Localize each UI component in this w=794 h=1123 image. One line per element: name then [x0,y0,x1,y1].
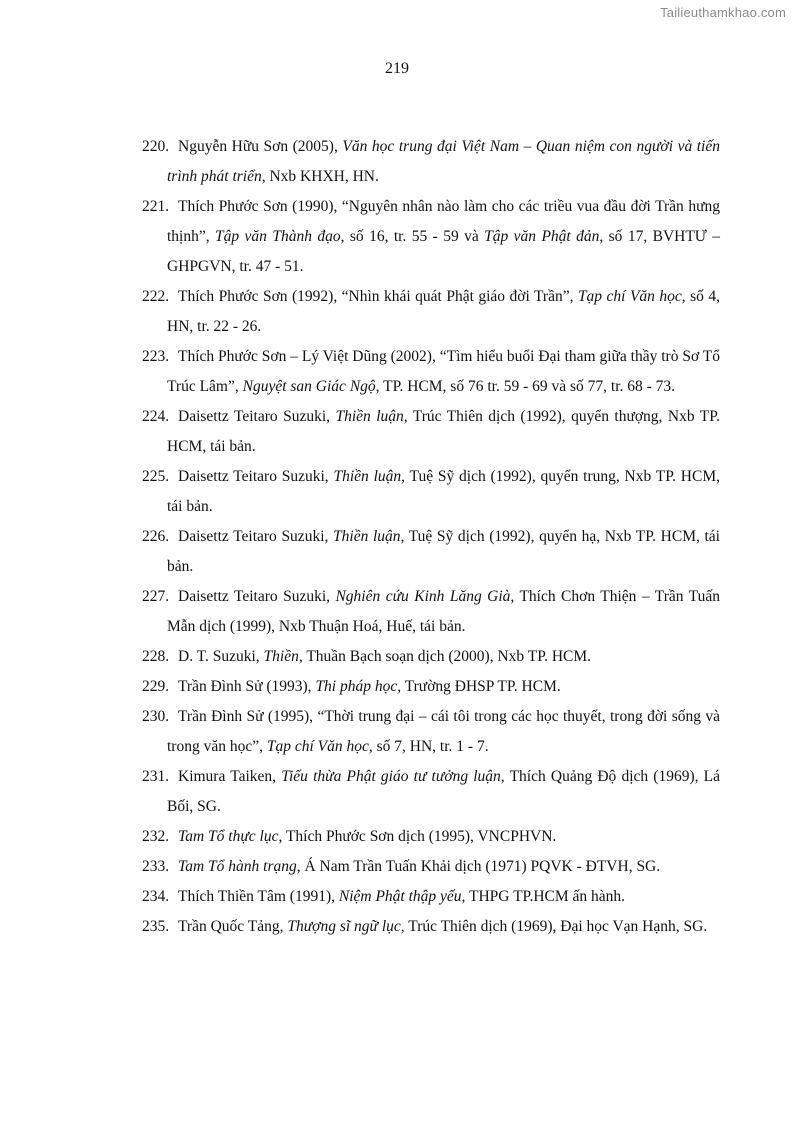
reference-run: Thích Phước Sơn (1992), “Nhìn khái quát Phật giáo đời Trần”, [178,288,578,305]
reference-number: 232. [142,828,170,845]
reference-item [142,702,720,762]
reference-item [142,462,720,522]
reference-text [167,408,720,455]
reference-number: 222. [142,288,170,305]
reference-number: 230. [142,708,170,725]
reference-number: 229. [142,678,170,695]
reference-text [167,528,720,575]
reference-run: Daisettz Teitaro Suzuki, [178,468,334,485]
reference-run: Daisettz Teitaro Suzuki, [178,408,336,425]
reference-run: Thích Phước Sơn (1990), “Nguyên nhân nào làm cho các triều vua đầu đời Trần hưng thịnh”, [167,198,720,245]
reference-text [167,198,720,275]
reference-run: TP. HCM, số 76 tr. 59 - 69 và số 77, tr. 68 - 73. [379,378,676,395]
watermark: Tailieuthamkhao.com [660,5,786,20]
reference-run: Thích Chơn Thiện – Trần Tuấn Mẫn dịch (1999), Nxb Thuận Hoá, Huế, tái bản. [167,588,720,635]
reference-run: , số 16, tr. 55 - 59 và [340,228,485,245]
reference-text [167,768,720,815]
reference-list [142,132,720,942]
reference-title: Nghiên cứu Kinh Lăng Già, [335,588,515,605]
reference-title: Thi pháp học, [315,678,402,695]
reference-text [167,138,720,185]
reference-text [167,648,591,665]
reference-item [142,282,720,342]
reference-text [167,828,556,845]
reference-run: Daisettz Teitaro Suzuki, [178,528,334,545]
reference-run: Á Nam Trần Tuấn Khải dịch (1971) PQVK - ĐTVH, SG. [300,858,661,875]
reference-run: số 7, HN, tr. 1 - 7. [372,738,489,755]
reference-item [142,342,720,402]
reference-title: Tạp chí Văn học, [266,738,373,755]
reference-text [167,348,720,395]
reference-title: Tiểu thừa Phật giáo tư tưởng luận, [281,768,505,785]
reference-run: Nxb KHXH, HN. [265,168,379,185]
reference-item [142,582,720,642]
reference-run: số 17, BVHTƯ – GHPGVN, tr. 47 - 51. [167,228,720,275]
reference-text [167,888,625,905]
reference-title: Thiền luận, [335,408,408,425]
reference-run: Thích Thiền Tâm (1991), [178,888,339,905]
reference-item [142,882,720,912]
reference-run: Thuần Bạch soạn dịch (2000), Nxb TP. HCM. [302,648,592,665]
reference-number: 225. [142,468,170,485]
reference-title: Tam Tổ hành trạng, [178,858,301,875]
reference-title: Thiền luận, [333,468,406,485]
reference-number: 234. [142,888,170,905]
reference-title: Tập văn Thành đạo [215,228,341,245]
reference-run: Nguyễn Hữu Sơn (2005), [178,138,343,155]
reference-number: 227. [142,588,170,605]
page-number: 219 [385,60,409,77]
reference-number: 233. [142,858,170,875]
reference-run: số 4, HN, tr. 22 - 26. [167,288,720,335]
reference-title: Nguyệt san Giác Ngộ, [242,378,380,395]
reference-number: 235. [142,918,170,935]
reference-title: Tam Tổ thực lục [178,828,279,845]
reference-run: Trần Đình Sử (1993), [178,678,316,695]
reference-run: Tuệ Sỹ dịch (1992), quyển trung, Nxb TP. HCM, tái bản. [167,468,720,515]
reference-run: THPG TP.HCM ấn hành. [465,888,626,905]
reference-item [142,642,720,672]
reference-run: Thích Quảng Độ dịch (1969), Lá Bối, SG. [167,768,720,815]
reference-item [142,192,720,282]
reference-text [167,678,561,695]
reference-text [167,288,720,335]
reference-title: Thượng sĩ ngữ lục, [287,918,405,935]
reference-title: Văn học trung đại Việt Nam – Quan niệm con người và tiến trình phát triển, [167,138,720,185]
reference-item [142,762,720,822]
reference-text [167,708,720,755]
reference-title: Thiền, [263,648,303,665]
reference-number: 223. [142,348,170,365]
reference-text [167,588,720,635]
reference-run: D. T. Suzuki, [178,648,264,665]
reference-run: Trường ĐHSP TP. HCM. [401,678,561,695]
reference-run: Tuệ Sỹ dịch (1992), quyển hạ, Nxb TP. HCM, tái bản. [167,528,720,575]
reference-number: 228. [142,648,170,665]
reference-text [167,468,720,515]
reference-item [142,912,720,942]
reference-number: 226. [142,528,170,545]
reference-number: 231. [142,768,170,785]
reference-run: Trần Quốc Tảng, [178,918,288,935]
reference-run: Daisettz Teitaro Suzuki, [178,588,336,605]
reference-item [142,822,720,852]
reference-run: Trúc Thiên dịch (1992), quyển thượng, Nxb TP. HCM, tái bản. [167,408,720,455]
reference-number: 224. [142,408,170,425]
reference-run: Kimura Taiken, [178,768,282,785]
reference-text [167,918,707,935]
reference-title: Tạp chí Văn học, [577,288,686,305]
reference-title: Tập văn Phật đản, [484,228,604,245]
reference-number: 220. [142,138,170,155]
reference-item [142,402,720,462]
reference-title: Niệm Phật thập yếu, [338,888,466,905]
reference-run: Thích Phước Sơn – Lý Việt Dũng (2002), “Tìm hiểu buổi Đại tham giữa thầy trò Sơ Tổ Trúc Lâm”, [167,348,720,395]
reference-text [167,858,660,875]
reference-item [142,132,720,192]
reference-run: Trần Đình Sử (1995), “Thời trung đại – cái tôi trong các học thuyết, trong đời sống và trong văn học”, [167,708,720,755]
reference-number: 221. [142,198,170,215]
reference-title: Thiền luận, [333,528,405,545]
reference-item [142,522,720,582]
reference-run: , Thích Phước Sơn dịch (1995), VNCPHVN. [278,828,557,845]
reference-item [142,672,720,702]
reference-run: Trúc Thiên dịch (1969), Đại học Vạn Hạnh, SG. [404,918,708,935]
reference-item [142,852,720,882]
